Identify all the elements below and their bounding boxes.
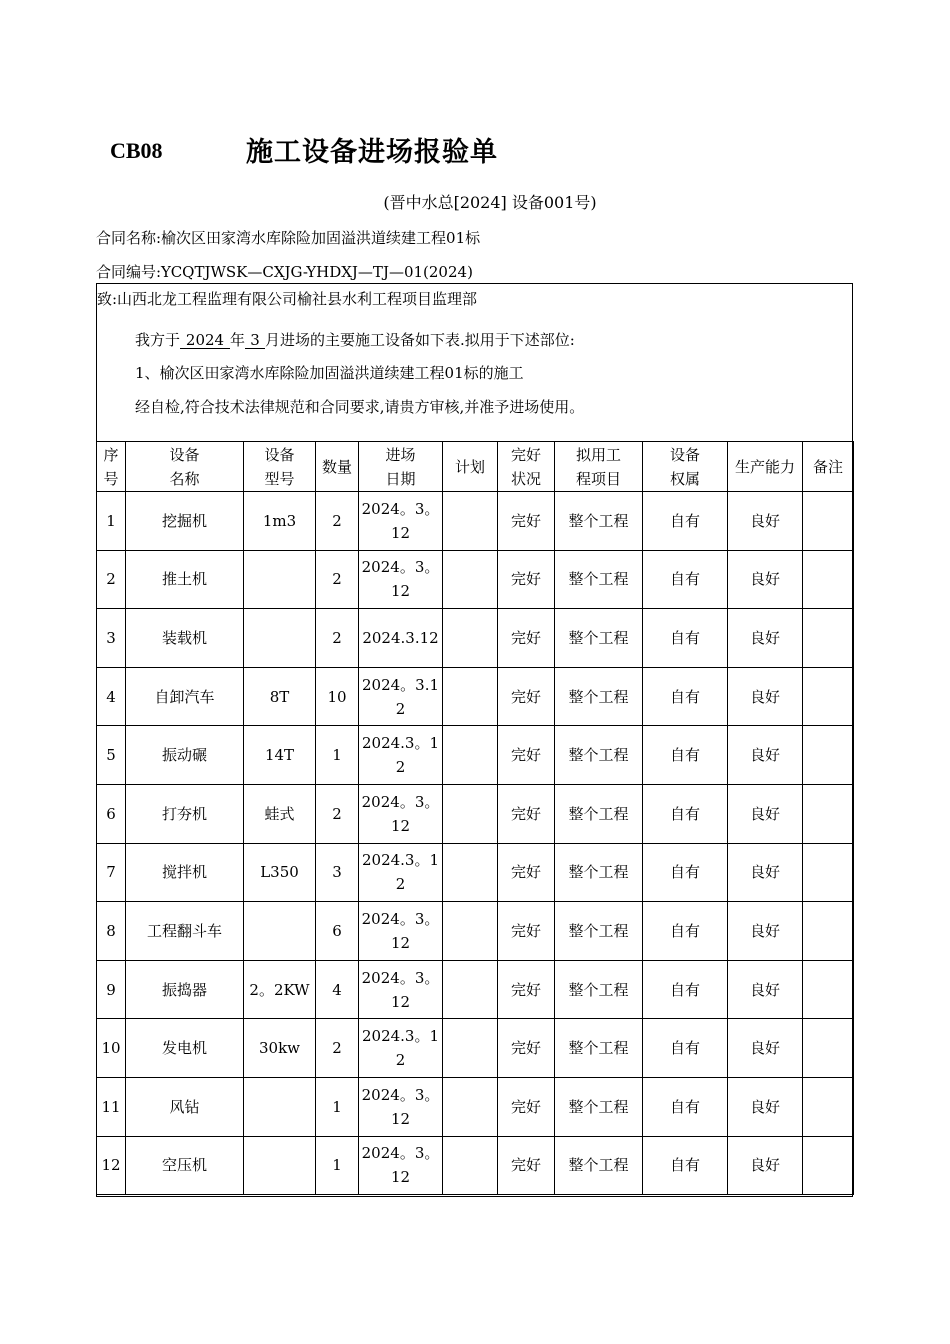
header-condition: 完好 状况	[498, 442, 555, 492]
cell-plan	[443, 667, 498, 726]
cell-project: 整个工程	[555, 960, 643, 1019]
cell-no: 4	[97, 667, 126, 726]
cell-owner: 自有	[643, 960, 728, 1019]
date-line-2: 12	[390, 1109, 411, 1128]
cell-date	[359, 1019, 443, 1078]
table-header-row	[97, 442, 854, 492]
date-line-1: 2024。3.1	[361, 675, 440, 694]
cell-name: 推土机	[126, 550, 244, 609]
table-row	[97, 960, 854, 1019]
cell-qty: 2	[316, 784, 359, 843]
cell-date	[359, 492, 443, 551]
date-line-2: 12	[390, 816, 411, 835]
header-capacity: 生产能力	[728, 442, 803, 492]
cell-project: 整个工程	[555, 1077, 643, 1136]
cell-owner: 自有	[643, 902, 728, 961]
cell-no: 5	[97, 726, 126, 785]
cell-owner: 自有	[643, 1136, 728, 1195]
cell-remark	[803, 550, 854, 609]
cell-date	[359, 726, 443, 785]
table-row	[97, 609, 854, 668]
table-row	[97, 1019, 854, 1078]
header-no: 序 号	[97, 442, 126, 492]
cell-date	[359, 550, 443, 609]
date-line-1: 2024.3。1	[361, 1027, 440, 1046]
cell-plan	[443, 784, 498, 843]
cell-project: 整个工程	[555, 609, 643, 668]
date-line-2: 2	[395, 875, 406, 894]
cell-capacity: 良好	[728, 667, 803, 726]
date-line-2: 12	[390, 523, 411, 542]
cell-project: 整个工程	[555, 843, 643, 902]
cell-project: 整个工程	[555, 902, 643, 961]
cell-name: 空压机	[126, 1136, 244, 1195]
cell-no: 1	[97, 492, 126, 551]
cell-project: 整个工程	[555, 1136, 643, 1195]
cell-condition: 完好	[498, 492, 555, 551]
cell-capacity: 良好	[728, 902, 803, 961]
intro-section	[97, 284, 852, 442]
date-line-1: 2024.3。1	[361, 734, 440, 753]
cell-name: 打夯机	[126, 784, 244, 843]
cell-remark	[803, 492, 854, 551]
cell-model	[244, 550, 316, 609]
header-owner: 设备 权属	[643, 442, 728, 492]
cell-project: 整个工程	[555, 1019, 643, 1078]
cell-date	[359, 609, 443, 668]
date-line-1: 2024。3。	[361, 499, 440, 518]
addressee: 致:山西北龙工程监理有限公司榆社县水利工程项目监理部	[97, 290, 478, 308]
date-line-1: 2024。3。	[361, 1144, 440, 1163]
cell-plan	[443, 609, 498, 668]
cell-name: 风钻	[126, 1077, 244, 1136]
cell-project: 整个工程	[555, 550, 643, 609]
cell-capacity: 良好	[728, 1077, 803, 1136]
cell-model: 8T	[244, 667, 316, 726]
date-line-2: 12	[390, 1168, 411, 1187]
cell-qty: 6	[316, 902, 359, 961]
date-line-2: 2	[395, 1051, 406, 1070]
cell-date	[359, 1077, 443, 1136]
header-plan: 计划	[443, 442, 498, 492]
cell-no: 8	[97, 902, 126, 961]
cell-name: 装载机	[126, 609, 244, 668]
cell-model: 30kw	[244, 1019, 316, 1078]
cell-model: 14T	[244, 726, 316, 785]
cell-condition: 完好	[498, 843, 555, 902]
table-row	[97, 726, 854, 785]
header-remark: 备注	[803, 442, 854, 492]
table-row	[97, 667, 854, 726]
cell-name: 振动碾	[126, 726, 244, 785]
header-date: 进场 日期	[359, 442, 443, 492]
cell-qty: 1	[316, 1136, 359, 1195]
cell-project: 整个工程	[555, 667, 643, 726]
cell-capacity: 良好	[728, 1019, 803, 1078]
cell-qty: 2	[316, 492, 359, 551]
contract-name: 合同名称:榆次区田家湾水库除险加固溢洪道续建工程01标	[96, 229, 481, 247]
cell-capacity: 良好	[728, 550, 803, 609]
cell-model	[244, 902, 316, 961]
date-line-1: 2024.3.12	[362, 628, 439, 647]
cell-name: 搅拌机	[126, 843, 244, 902]
table-row	[97, 1077, 854, 1136]
cell-no: 7	[97, 843, 126, 902]
cell-date	[359, 667, 443, 726]
table-row	[97, 550, 854, 609]
date-line-1: 2024。3。	[361, 909, 440, 928]
cell-condition: 完好	[498, 902, 555, 961]
cell-remark	[803, 609, 854, 668]
cell-qty: 10	[316, 667, 359, 726]
cell-condition: 完好	[498, 960, 555, 1019]
header-model: 设备 型号	[244, 442, 316, 492]
cell-no: 10	[97, 1019, 126, 1078]
cell-remark	[803, 667, 854, 726]
cell-model	[244, 1077, 316, 1136]
date-line-1: 2024。3。	[361, 792, 440, 811]
date-line-1: 2024。3。	[361, 558, 440, 577]
cell-date	[359, 843, 443, 902]
cell-name: 挖掘机	[126, 492, 244, 551]
cell-owner: 自有	[643, 784, 728, 843]
cell-plan	[443, 1136, 498, 1195]
intro-prefix: 我方于	[135, 331, 181, 349]
year-field: 2024	[180, 332, 230, 349]
cell-name: 发电机	[126, 1019, 244, 1078]
equipment-table	[96, 441, 854, 1195]
date-line-1: 2024。3。	[361, 1085, 440, 1104]
intro-suffix: 月进场的主要施工设备如下表.拟用于下述部位:	[265, 331, 575, 349]
cell-capacity: 良好	[728, 843, 803, 902]
cell-plan	[443, 1019, 498, 1078]
cell-date	[359, 902, 443, 961]
cell-owner: 自有	[643, 726, 728, 785]
cell-no: 6	[97, 784, 126, 843]
document-number: (晋中水总[2024] 设备001号)	[383, 193, 597, 212]
cell-qty: 2	[316, 609, 359, 668]
cell-name: 自卸汽车	[126, 667, 244, 726]
cell-owner: 自有	[643, 492, 728, 551]
form-code: CB08	[110, 138, 163, 163]
cell-plan	[443, 550, 498, 609]
cell-model	[244, 1136, 316, 1195]
cell-name: 工程翻斗车	[126, 902, 244, 961]
cell-qty: 3	[316, 843, 359, 902]
cell-plan	[443, 902, 498, 961]
cell-qty: 1	[316, 1077, 359, 1136]
header-name: 设备 名称	[126, 442, 244, 492]
cell-capacity: 良好	[728, 492, 803, 551]
contract-number: 合同编号:YCQTJWSK—CXJG-YHDXJ—TJ—01(2024)	[96, 263, 473, 281]
date-line-2: 12	[390, 992, 411, 1011]
cell-owner: 自有	[643, 1077, 728, 1136]
cell-name: 振捣器	[126, 960, 244, 1019]
header-qty: 数量	[316, 442, 359, 492]
date-line-2: 12	[390, 933, 411, 952]
cell-remark	[803, 902, 854, 961]
cell-model: 2。2KW	[244, 960, 316, 1019]
intro-line-2: 1、榆次区田家湾水库除险加固溢洪道续建工程01标的施工	[135, 364, 524, 382]
cell-qty: 2	[316, 550, 359, 609]
cell-project: 整个工程	[555, 726, 643, 785]
date-line-2: 2	[395, 758, 406, 777]
cell-remark	[803, 843, 854, 902]
cell-condition: 完好	[498, 1077, 555, 1136]
cell-remark	[803, 960, 854, 1019]
cell-condition: 完好	[498, 667, 555, 726]
cell-capacity: 良好	[728, 726, 803, 785]
table-row	[97, 843, 854, 902]
cell-owner: 自有	[643, 667, 728, 726]
cell-model	[244, 609, 316, 668]
cell-remark	[803, 1077, 854, 1136]
cell-remark	[803, 1136, 854, 1195]
cell-qty: 2	[316, 1019, 359, 1078]
table-row	[97, 784, 854, 843]
table-row	[97, 492, 854, 551]
date-line-1: 2024。3。	[361, 968, 440, 987]
cell-capacity: 良好	[728, 1136, 803, 1195]
date-line-2: 2	[395, 699, 406, 718]
cell-no: 12	[97, 1136, 126, 1195]
cell-condition: 完好	[498, 726, 555, 785]
intro-line-1	[135, 329, 575, 350]
cell-project: 整个工程	[555, 492, 643, 551]
cell-no: 3	[97, 609, 126, 668]
cell-plan	[443, 960, 498, 1019]
cell-remark	[803, 784, 854, 843]
cell-qty: 4	[316, 960, 359, 1019]
date-line-1: 2024.3。1	[361, 851, 440, 870]
form-box	[96, 283, 853, 1197]
cell-date	[359, 784, 443, 843]
cell-model: 1m3	[244, 492, 316, 551]
cell-plan	[443, 492, 498, 551]
cell-condition: 完好	[498, 784, 555, 843]
cell-no: 11	[97, 1077, 126, 1136]
cell-capacity: 良好	[728, 960, 803, 1019]
document-title: 施工设备进场报验单	[246, 137, 498, 168]
cell-capacity: 良好	[728, 784, 803, 843]
cell-condition: 完好	[498, 1019, 555, 1078]
month-field: 3	[245, 332, 265, 349]
date-line-2: 12	[390, 582, 411, 601]
cell-condition: 完好	[498, 609, 555, 668]
cell-remark	[803, 726, 854, 785]
header-project: 拟用工 程项目	[555, 442, 643, 492]
cell-date	[359, 1136, 443, 1195]
cell-owner: 自有	[643, 550, 728, 609]
intro-line-3: 经自检,符合技术法律规范和合同要求,请贵方审核,并准予进场使用。	[135, 398, 585, 416]
year-suffix: 年	[230, 331, 246, 349]
cell-owner: 自有	[643, 609, 728, 668]
cell-owner: 自有	[643, 1019, 728, 1078]
cell-no: 9	[97, 960, 126, 1019]
cell-model: L350	[244, 843, 316, 902]
cell-capacity: 良好	[728, 609, 803, 668]
cell-no: 2	[97, 550, 126, 609]
table-row	[97, 1136, 854, 1195]
cell-model: 蛙式	[244, 784, 316, 843]
cell-plan	[443, 726, 498, 785]
cell-owner: 自有	[643, 843, 728, 902]
cell-plan	[443, 843, 498, 902]
cell-remark	[803, 1019, 854, 1078]
cell-date	[359, 960, 443, 1019]
cell-condition: 完好	[498, 550, 555, 609]
table-row	[97, 902, 854, 961]
cell-qty: 1	[316, 726, 359, 785]
cell-project: 整个工程	[555, 784, 643, 843]
cell-condition: 完好	[498, 1136, 555, 1195]
cell-plan	[443, 1077, 498, 1136]
